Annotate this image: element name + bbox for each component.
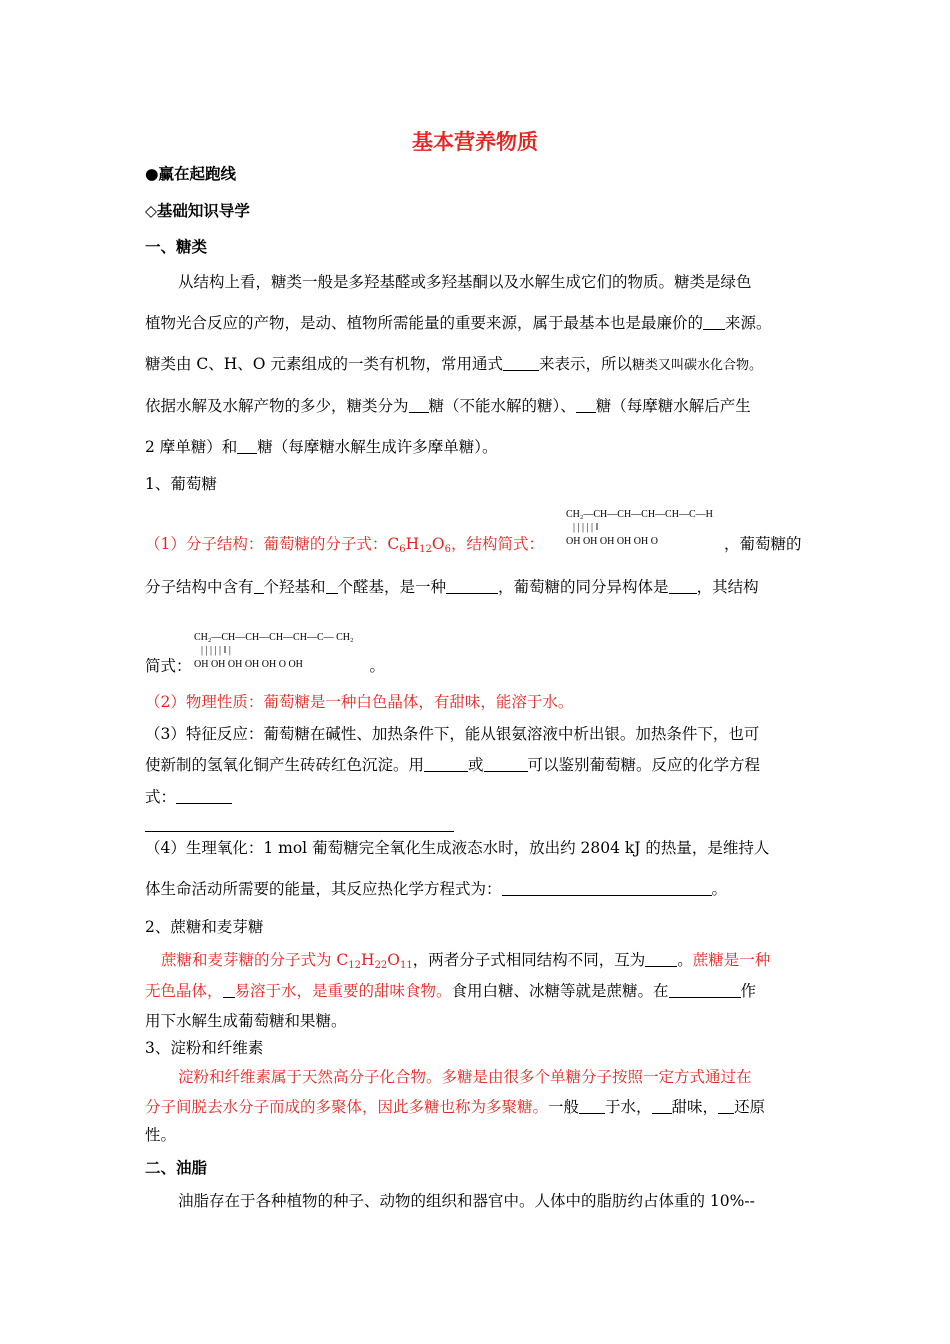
glucose-structure-formula: CH₂—CH—CH—CH—CH—C—H | | | | | ‖ OH OH OH OH OH O xyxy=(566,509,713,547)
section-win-start: ●赢在起跑线 xyxy=(145,165,237,183)
heading-starch: 3、淀粉和纤维素 xyxy=(145,1039,264,1057)
heading-glucose: 1、葡萄糖 xyxy=(145,475,217,493)
sucrose-line3: 用下水解生成葡萄糖和果糖。 xyxy=(145,1012,347,1030)
fats-line1: 油脂存在于各种植物的种子、动物的组织和器官中。人体中的脂肪约占体重的 10%-- xyxy=(178,1192,755,1210)
glucose-physical: （2）物理性质：葡萄糖是一种白色晶体，有甜味，能溶于水。 xyxy=(145,693,574,711)
fructose-structure-formula: CH₂—CH—CH—CH—CH—C— CH₂ | | | | | ‖ | OH OH OH OH OH O OH xyxy=(194,632,354,670)
para1-line5: 2 摩单糖）和 糖（每摩糖水解生成许多摩单糖）。 xyxy=(145,438,498,456)
starch-line1: 淀粉和纤维素属于天然高分子化合物。多糖是由很多个单糖分子按照一定方式通过在 xyxy=(178,1068,752,1086)
heading-sucrose: 2、蔗糖和麦芽糖 xyxy=(145,918,264,936)
glucose-reaction-line2: 使新制的氢氧化铜产生砖砖红色沉淀。用 或 可以鉴别葡萄糖。反应的化学方程 xyxy=(145,756,761,774)
glucose-reaction-line3: 式： xyxy=(145,787,232,807)
answer-rule xyxy=(145,831,454,832)
para1-line3: 糖类由 C、H、O 元素组成的一类有机物，常用通式 来表示，所以糖类又叫碳水化合物。 xyxy=(145,355,762,373)
sucrose-line2: 无色晶体， 易溶于水，是重要的甜味食物。食用白糖、冰糖等就是蔗糖。在 作 xyxy=(145,982,757,1000)
glucose-line2: 分子结构中含有 个羟基和 个醛基，是一种 ，葡萄糖的同分异构体是 ，其结构 xyxy=(145,578,759,596)
sucrose-line1: 蔗糖和麦芽糖的分子式为 $C_{12}H_{22}O_{11}$，两者分子式相同结构不同，互为 。蔗糖是一种 xyxy=(161,951,771,971)
page-title: 基本营养物质 xyxy=(412,130,538,154)
para1-line1: 从结构上看，糖类一般是多羟基醛或多羟基酮以及水解生成它们的物质。糖类是绿色 xyxy=(178,273,752,291)
glucose-oxidation-line2: 体生命活动所需要的能量，其反应热化学方程式为： 。 xyxy=(145,880,728,898)
heading-carbohydrates: 一、糖类 xyxy=(145,238,208,256)
starch-line3: 性。 xyxy=(145,1126,177,1144)
para1-line2: 植物光合反应的产物，是动、植物所需能量的重要来源，属于最基本也是最廉价的 来源。 xyxy=(145,314,772,332)
glucose-reaction-line1: （3）特征反应：葡萄糖在碱性、加热条件下，能从银氨溶液中析出银。加热条件下，也可 xyxy=(145,725,760,743)
glucose-line3: 简式： 。 xyxy=(145,657,386,675)
section-basics: ◇基础知识导学 xyxy=(145,202,250,220)
heading-fats: 二、油脂 xyxy=(145,1159,208,1177)
para1-line4: 依据水解及水解产物的多少，糖类分为 糖（不能水解的糖）、 糖（每摩糖水解后产生 xyxy=(145,397,751,415)
starch-line2: 分子间脱去水分子而成的多聚体，因此多糖也称为多聚糖。一般 于水， 甜味， 还原 xyxy=(145,1098,766,1116)
glucose-oxidation-line1: （4）生理氧化：1 mol 葡萄糖完全氧化生成液态水时，放出约 2804 kJ 的热量，是维持人 xyxy=(145,839,770,857)
glucose-structure-line: （1）分子结构：葡萄糖的分子式：$C_6H_{12}O_6$，结构简式： ，葡萄糖的 xyxy=(145,535,802,555)
